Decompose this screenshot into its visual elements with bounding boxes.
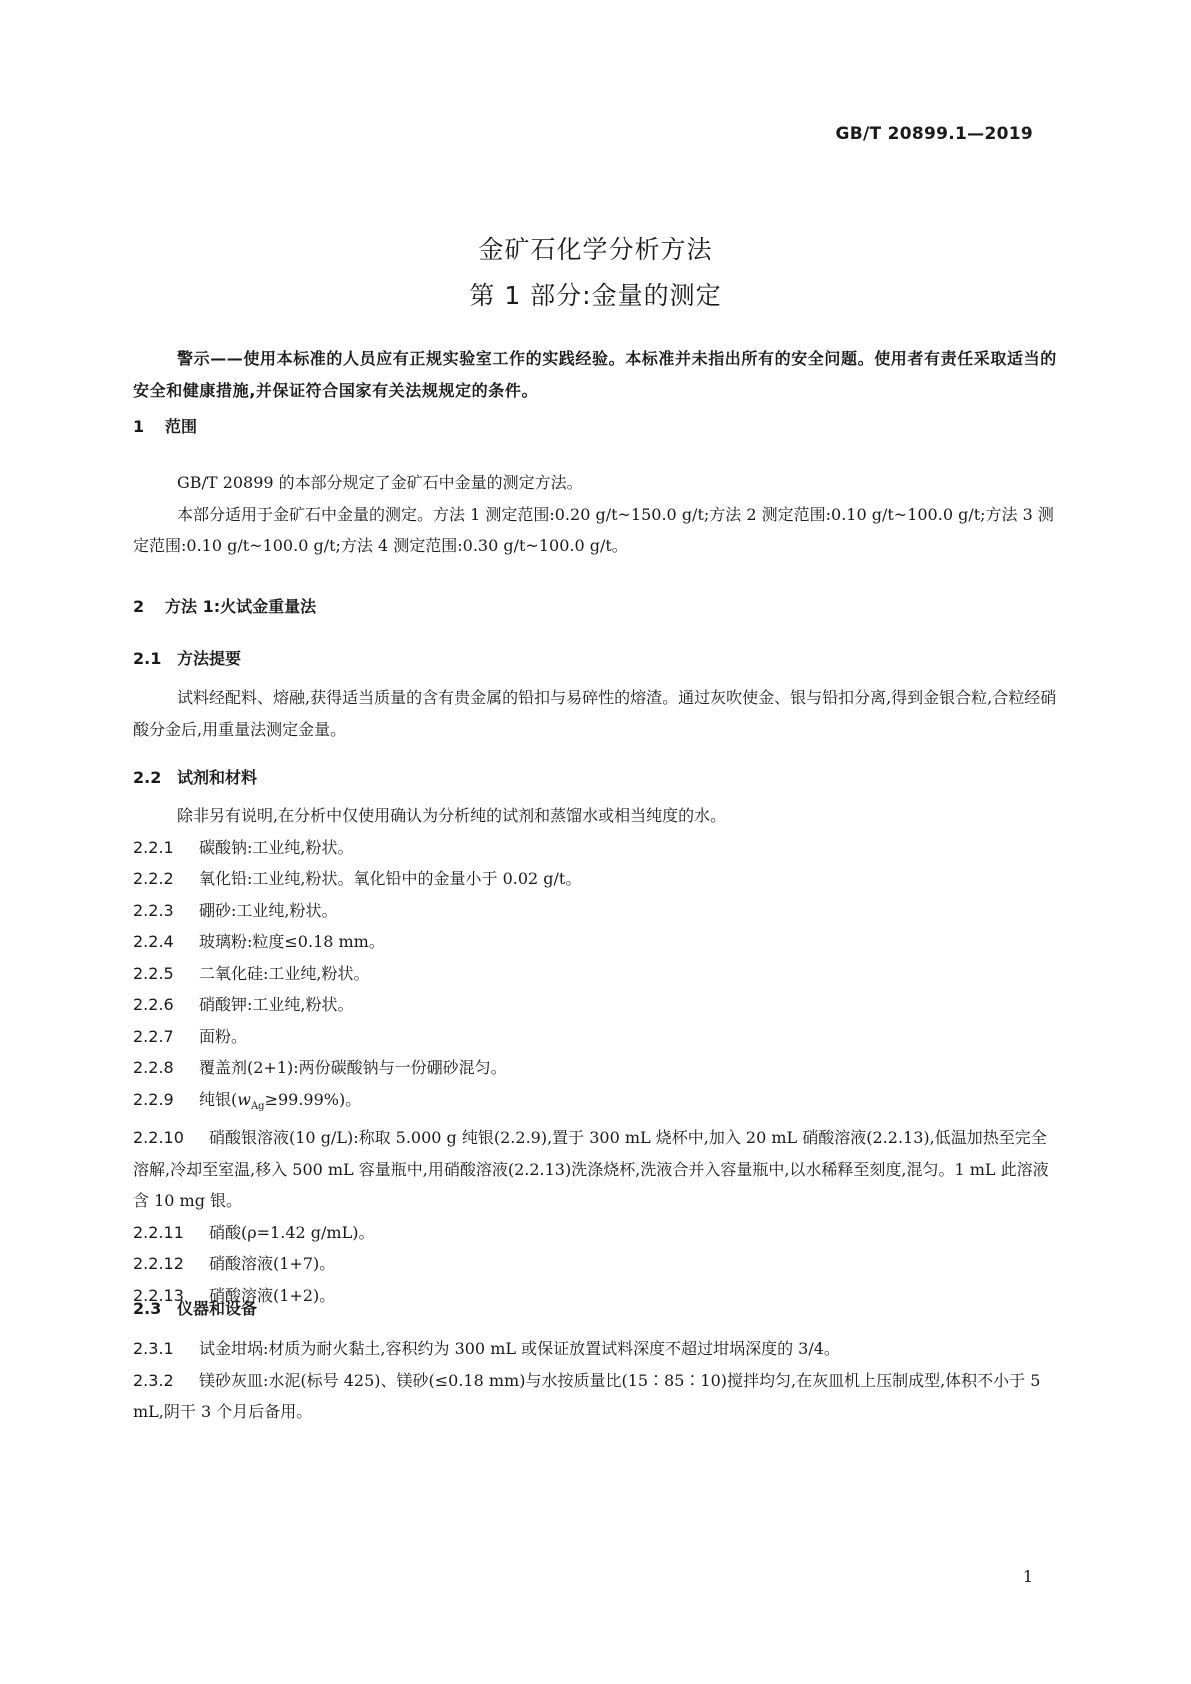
section-2-3-heading: [133, 1296, 257, 1319]
list-item: 2.2.5 二氧化硅:工业纯,粉状。: [133, 963, 370, 983]
section-2-3-body: [133, 1333, 1059, 1428]
list-item: 2.2.12 硝酸溶液(1+7)。: [133, 1254, 336, 1274]
safety-warning: 警示——使用本标准的人员应有正规实验室工作的实践经验。本标准并未指出所有的安全问题。使用者有责任采取适当的安全和健康措施,并保证符合国家有关法规规定的条件。: [133, 349, 1057, 400]
section-number: 1: [133, 417, 145, 436]
document-subtitle: 第 1 部分:金量的测定: [469, 281, 722, 310]
section-2-2-heading: [133, 765, 257, 788]
list-item: 2.2.2 氧化铅:工业纯,粉状。氧化铅中的金量小于 0.02 g/t。: [133, 869, 582, 888]
paragraph: 本部分适用于金矿石中金量的测定。方法 1 测定范围:0.20 g/t~150.0 g/t;方法 2 测定范围:0.10 g/t~100.0 g/t;方法 3 测定范围:0.10 g/t~100.0 g/t;方法 4 测定范围:0.30 g/t~100.0 g/t。: [133, 504, 1054, 555]
section-title: 范围: [165, 417, 198, 436]
section-title: 方法提要: [177, 649, 242, 668]
section-title: 试剂和材料: [177, 768, 258, 787]
section-1-heading: [133, 414, 197, 437]
list-item: 2.2.9 纯银$(w_{Ag}\ge 99.99\%)$。: [133, 1089, 362, 1112]
section-number: 2: [133, 597, 145, 616]
list-item: 2.2.3 硼砂:工业纯,粉状。: [133, 900, 338, 920]
list-item: 2.3.2 镁砂灰皿:水泥(标号 425)、镁砂(≤0.18 mm)与水按质量比(15∶85∶10)搅拌均匀,在灰皿机上压制成型,体积不小于 5 mL,阴干 3 个月后备用。: [133, 1370, 1041, 1421]
list-item: 2.3.1 试金坩埚:材质为耐火黏土,容积约为 300 mL 或保证放置试料深度不超过坩埚深度的 3/4。: [133, 1339, 840, 1358]
section-number: 2.1: [133, 649, 162, 668]
document-title: 金矿石化学分析方法: [478, 235, 713, 264]
section-title: 仪器和设备: [177, 1299, 258, 1318]
list-item: 2.2.10 硝酸银溶液(10 g/L):称取 5.000 g 纯银(2.2.9),置于 300 mL 烧杯中,加入 20 mL 硝酸溶液(2.2.13),低温加热至完全溶解,冷却至室温,移入 500 mL 容量瓶中,用硝酸溶液(2.2.13)洗涤烧杯,洗液合并入容量瓶中,以水稀释至刻度,混匀。1 mL 此溶液含 10 mg 银。: [133, 1128, 1049, 1211]
list-item: 2.2.6 硝酸钾:工业纯,粉状。: [133, 995, 354, 1014]
list-item: 2.2.4 玻璃粉:粒度≤0.18 mm。: [133, 932, 385, 951]
paragraph: GB/T 20899 的本部分规定了金矿石中金量的测定方法。: [177, 473, 583, 492]
standard-code: GB/T 20899.1—2019: [835, 124, 1033, 144]
list-item: 2.2.13 硝酸溶液(1+2)。: [133, 1285, 336, 1305]
section-2-1-body: [133, 682, 1059, 745]
section-number: 2.3: [133, 1299, 162, 1318]
page-number: 1: [1022, 1567, 1033, 1586]
section-1-body: [133, 467, 1059, 562]
list-item: 2.2.7 面粉。: [133, 1026, 248, 1046]
section-number: 2.2: [133, 768, 162, 787]
list-item: 2.2.8 覆盖剂(2+1):两份碳酸钠与一份硼砂混匀。: [133, 1058, 507, 1077]
section-2-1-heading: [133, 646, 241, 669]
list-item: 2.2.1 碳酸钠:工业纯,粉状。: [133, 837, 354, 857]
paragraph: 试料经配料、熔融,获得适当质量的含有贵金属的铅扣与易碎性的熔渣。通过灰吹使金、银与铅扣分离,得到金银合粒,合粒经硝酸分金后,用重量法测定金量。: [133, 688, 1057, 739]
section-2-heading: [133, 594, 316, 617]
paragraph: 除非另有说明,在分析中仅使用确认为分析纯的试剂和蒸馏水或相当纯度的水。: [177, 806, 727, 825]
section-2-2-body: [133, 800, 1059, 1311]
section-title: 方法 1:火试金重量法: [165, 597, 317, 616]
list-item: 2.2.11 硝酸(ρ=1.42 g/mL)。: [133, 1222, 375, 1242]
